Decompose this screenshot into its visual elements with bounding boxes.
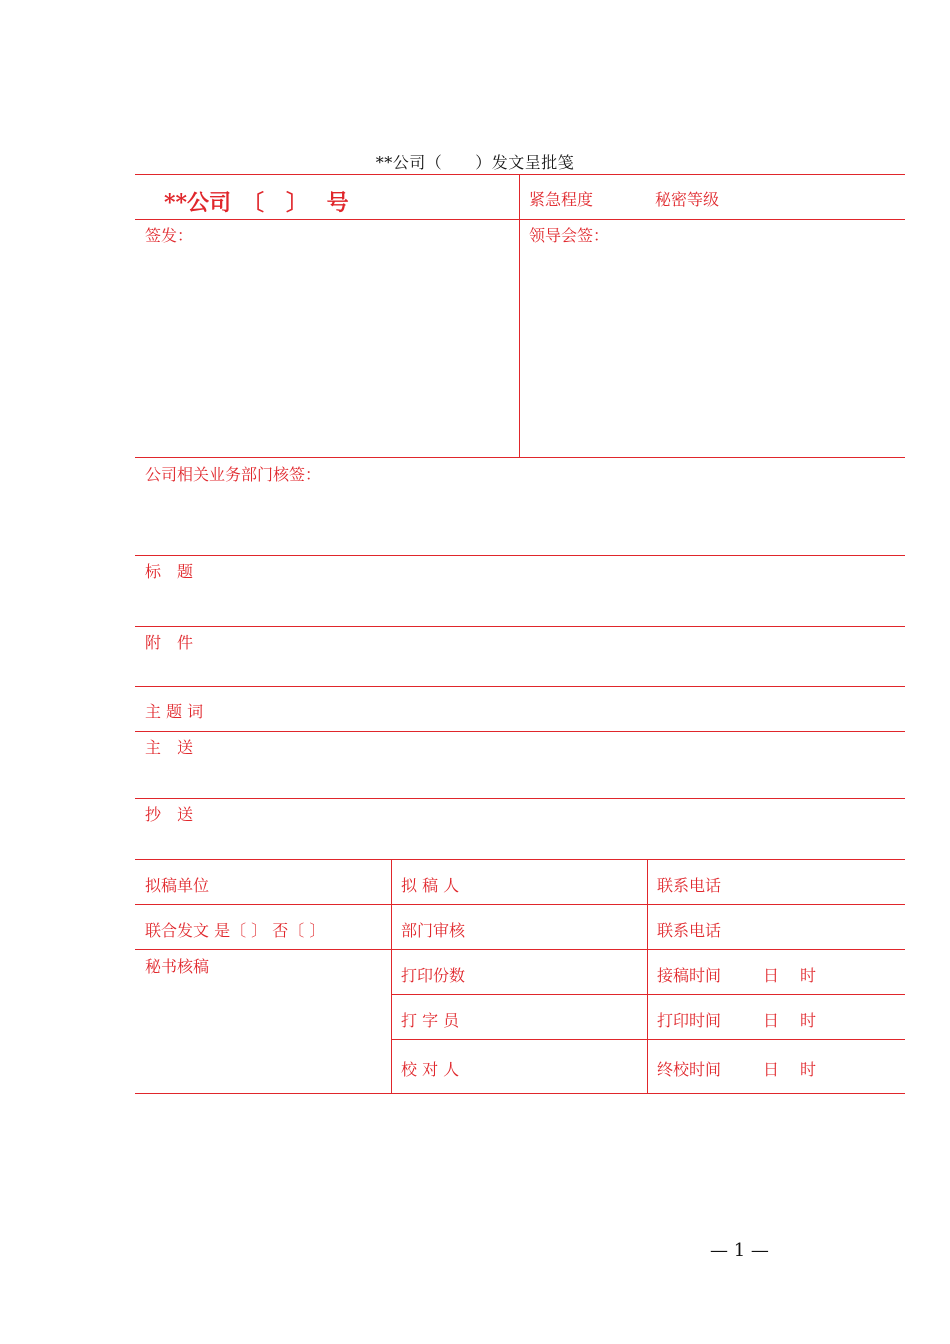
print-time-label: 打印时间 [657, 1011, 722, 1030]
rule-header-bottom [135, 219, 905, 220]
rule-cc-bottom [135, 859, 905, 860]
proofreader-label: 校 对 人 [401, 1060, 460, 1079]
rule-attachment-bottom [135, 686, 905, 687]
urgency-label: 紧急程度 [529, 190, 594, 209]
typist-label: 打 字 员 [401, 1011, 460, 1030]
attachment-label: 附 件 [145, 633, 194, 652]
rule-sendto-bottom [135, 798, 905, 799]
rule-subject-bottom [135, 626, 905, 627]
final-hour-unit: 时 [800, 1060, 817, 1079]
print-hour-unit: 时 [800, 1011, 817, 1030]
document-number: **公司 〔 〕 号 [164, 190, 349, 216]
rule-row2-bottom [135, 949, 905, 950]
rule-row3-bottom [391, 994, 905, 995]
send-to-label: 主 送 [145, 738, 194, 757]
drafting-unit-label: 拟稿单位 [145, 876, 210, 895]
joint-issue-label: 联合发文 是〔 〕 否〔 〕 [145, 921, 326, 940]
subject-label: 标 题 [145, 562, 194, 581]
contact-phone-label: 联系电话 [657, 876, 722, 895]
receive-day-unit: 日 [763, 966, 780, 985]
page-number: — 1 — [710, 1240, 769, 1261]
rule-row1-bottom [135, 904, 905, 905]
vrule-col1 [391, 859, 392, 1093]
print-day-unit: 日 [763, 1011, 780, 1030]
final-day-unit: 日 [763, 1060, 780, 1079]
secretary-review-label: 秘书核稿 [145, 957, 210, 976]
receive-hour-unit: 时 [800, 966, 817, 985]
print-copies-label: 打印份数 [401, 966, 466, 985]
dept-sign-label: 公司相关业务部门核签： [145, 465, 322, 484]
rule-dept-bottom [135, 555, 905, 556]
rule-keywords-bottom [135, 731, 905, 732]
vrule-col2 [647, 859, 648, 1093]
dept-review-label: 部门审核 [401, 921, 466, 940]
rule-row4-bottom [391, 1039, 905, 1040]
rule-sign-bottom [135, 457, 905, 458]
cc-label: 抄 送 [145, 805, 194, 824]
leader-sign-label: 领导会签： [529, 226, 610, 245]
drafter-label: 拟 稿 人 [401, 876, 460, 895]
rule-table-bottom [135, 1093, 905, 1094]
form-title: **公司（ ）发文呈批笺 [375, 153, 575, 172]
vrule-header-divider [519, 174, 520, 457]
contact-phone2-label: 联系电话 [657, 921, 722, 940]
keywords-label: 主 题 词 [145, 702, 204, 721]
receive-time-label: 接稿时间 [657, 966, 722, 985]
secrecy-label: 秘密等级 [655, 190, 720, 209]
sign-label: 签发： [145, 226, 194, 245]
rule-top [135, 174, 905, 175]
final-proof-time-label: 终校时间 [657, 1060, 722, 1079]
